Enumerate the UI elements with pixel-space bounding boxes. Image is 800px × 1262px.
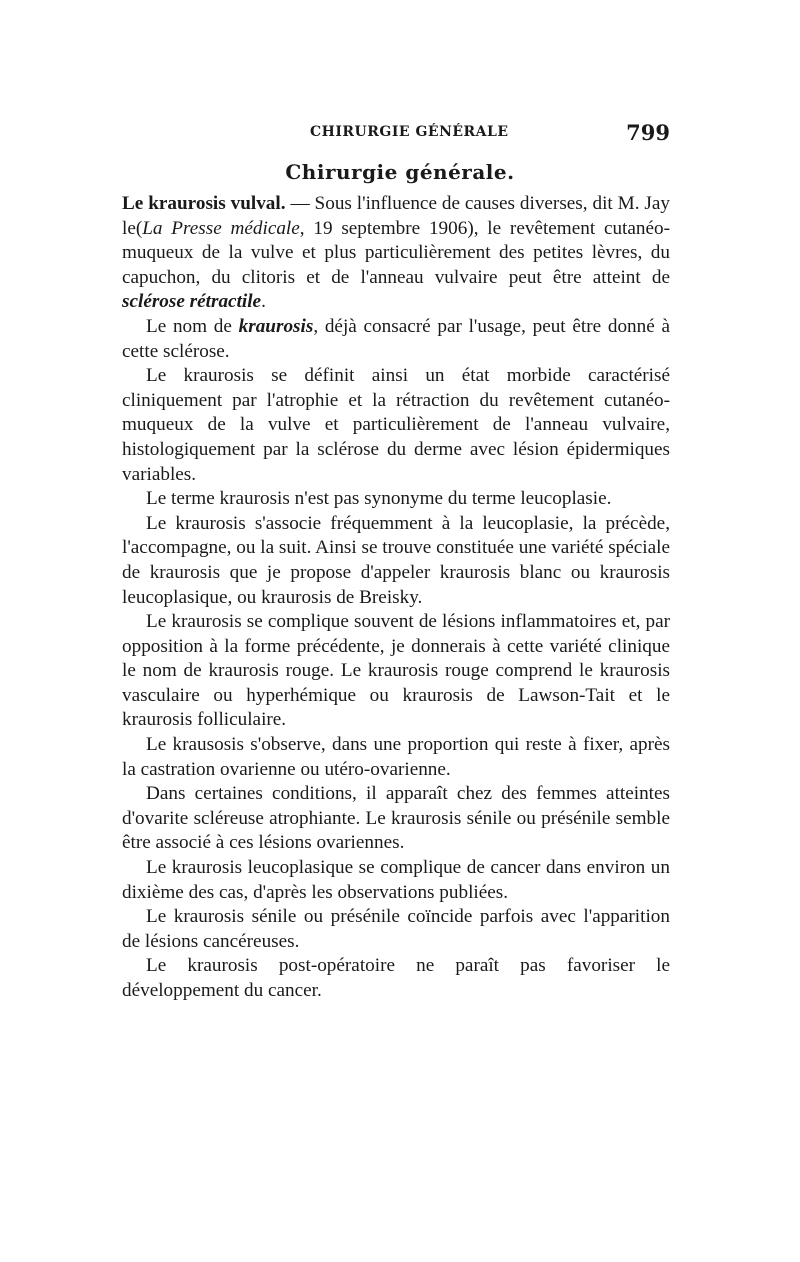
paragraph: Le kraurosis sénile ou présénile coïncide parfois avec l'apparition de lésions cancéreuses. (122, 906, 670, 952)
paragraph: Le terme kraurosis n'est pas synonyme du terme leucoplasie. (146, 488, 612, 510)
paragraph-text: , 19 septembre 1906), le revêtement cutanéo-muqueux de la vulve et plus particulièrement des petites lèvres, du capuchon, du clitoris et de l'anneau vulvaire peut être atteint de (122, 217, 670, 288)
paragraph-text: , déjà consacré par l'usage, peut être donné à cette sclérose. (122, 315, 670, 362)
paragraph: Le kraurosis se définit ainsi un état morbide caractérisé cliniquement par l'atrophie et la rétraction du revêtement cutanéo-muqueux de la vulve et particulièrement de l'anneau vulvaire, histologiquement par la sclérose du derme avec lésion épidermiques variables. (122, 365, 670, 485)
emphasized-term: sclérose rétractile (122, 291, 262, 313)
page-header (122, 120, 670, 148)
paragraph: Le kraurosis leucoplasique se complique de cancer dans environ un dixième des cas, d'après les observations publiées. (122, 857, 670, 903)
paragraph: Le kraurosis se complique souvent de lésions inflammatoires et, par opposition à la forme précédente, je donnerais à cette variété clinique le nom de kraurosis rouge. Le kraurosis rouge comprend le kraurosis vasculaire ou hyperhémique ou kraurosis de Lawson-Tait et le kraurosis folliculaire. (122, 611, 670, 731)
section-title: Chirurgie générale. (285, 160, 515, 184)
paragraph: Dans certaines conditions, il apparaît chez des femmes atteintes d'ovarite scléreuse atrophiante. Le kraurosis sénile ou présénile semble être associé à ces lésions ovariennes. (122, 783, 670, 854)
source-title: La Presse médicale (142, 217, 300, 239)
paragraph: Le kraurosis post-opératoire ne paraît pas favoriser le développement du cancer. (122, 955, 670, 1001)
running-head: CHIRURGIE GÉNÉRALE (310, 124, 509, 140)
paragraph (122, 192, 670, 315)
paragraph: Le kraurosis s'associe fréquemment à la leucoplasie, la précède, l'accompagne, ou la suit. Ainsi se trouve constituée une variété spéciale de kraurosis que je propose d'appeler kraurosis blanc ou kraurosis leucoplasique, ou kraurosis de Breisky. (122, 512, 670, 608)
emphasized-term: kraurosis (238, 315, 314, 337)
article-body (122, 192, 670, 1004)
article-lead-title: Le kraurosis vulval. (122, 193, 286, 214)
paragraph-text: . (261, 291, 266, 313)
paragraph: Le krausosis s'observe, dans une proportion qui reste à fixer, après la castration ovarienne ou utéro-ovarienne. (122, 734, 670, 780)
paragraph-text: — Sous l'influence de causes diverses, dit M. Jay le( (122, 193, 670, 239)
paragraph-text: Le nom de (146, 315, 239, 337)
page-number: 799 (626, 120, 670, 145)
paragraph (122, 315, 670, 364)
